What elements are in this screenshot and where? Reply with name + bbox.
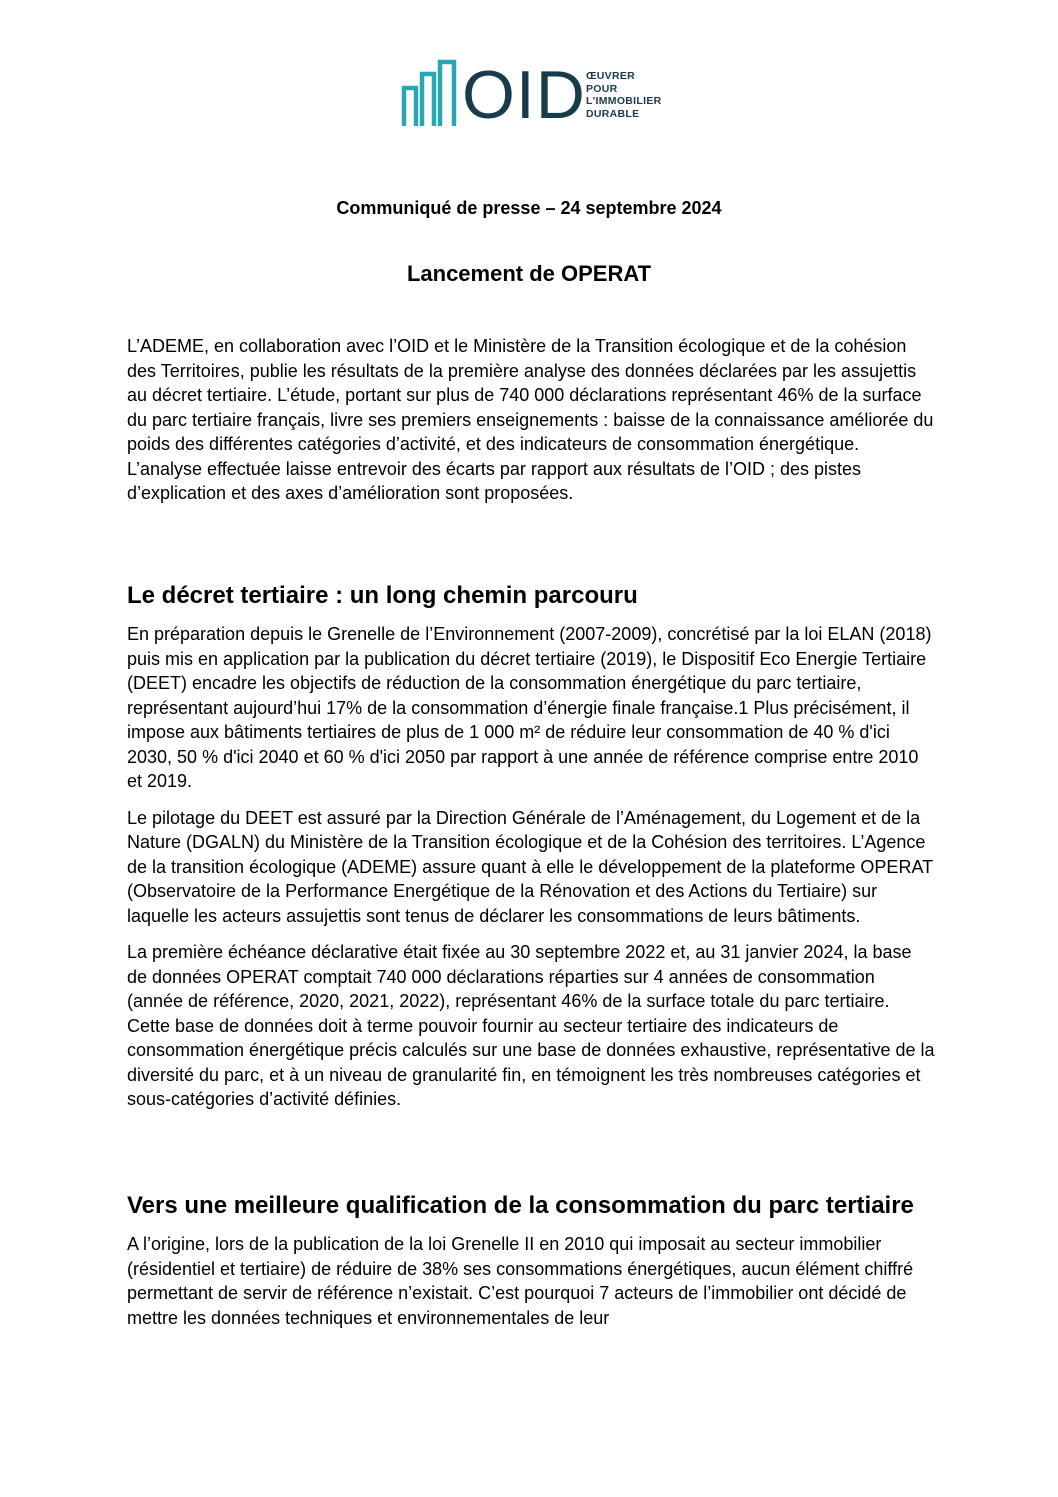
- tagline-line-4: DURABLE: [586, 107, 640, 120]
- intro-section: [127, 334, 935, 506]
- section-1-paragraph-1: En préparation depuis le Grenelle de l’Environnement (2007-2009), concrétisé par la loi ELAN (2018) puis mis en application par la publication du décret tertiaire (2019), le Dispositif Eco Energie Tertiaire (DEET) encadre les objectifs de réduction de la consommation énergétique du parc tertiaire, représentant aujourd’hui 17% de la consommation d’énergie finale française.1 Plus précisément, il impose aux bâtiments tertiaires de plus de 1 000 m² de réduire leur consommation de 40 % d'ici 2030, 50 % d'ici 2040 et 60 % d'ici 2050 par rapport à une année de référence comprise entre 2010 et 2019.: [127, 624, 932, 791]
- logo-tagline: [586, 70, 662, 120]
- document-title: Lancement de OPERAT: [406, 261, 652, 286]
- logo-wordmark: OID: [462, 57, 586, 133]
- section-2-heading: Vers une meilleure qualification de la consommation du parc tertiaire: [127, 1192, 914, 1219]
- section-qualification: [127, 1190, 935, 1330]
- section-1-paragraph-2: Le pilotage du DEET est assuré par la Direction Générale de l’Aménagement, du Logement et de la Nature (DGALN) du Ministère de la Transition écologique et de la Cohésion des territoires. L’Agence de la transition écologique (ADEME) assure quant à elle le développement de la plateforme OPERAT (Observatoire de la Performance Energétique de la Rénovation et des Actions du Tertiaire) sur laquelle les acteurs assujettis sont tenus de déclarer les consommations de leurs bâtiments.: [127, 807, 933, 926]
- section-1-paragraph-3: La première échéance déclarative était fixée au 30 septembre 2022 et, au 31 janvier 2024, la base de données OPERAT comptait 740 000 déclarations réparties sur 4 années de consommation (année de référence, 2020, 2021, 2022), représentant 46% de la surface totale du parc tertiaire. Cette base de données doit à terme pouvoir fournir au secteur tertiaire des indicateurs de consommation énergétique précis calculés sur une base de données exhaustive, représentative de la diversité du parc, et à un niveau de granularité fin, en témoignent les très nombreuses catégories et sous-catégories d’activité définies.: [127, 942, 935, 1109]
- tagline-line-3: L'IMMOBILIER: [586, 95, 662, 107]
- building-bars-icon: [400, 58, 460, 128]
- tagline-line-2: POUR: [586, 82, 618, 95]
- oid-logo: [400, 57, 680, 133]
- section-1-heading: Le décret tertiaire : un long chemin parcouru: [127, 582, 638, 609]
- section-2-paragraph-1: A l’origine, lors de la publication de la loi Grenelle II en 2010 qui imposait au secteur immobilier (résidentiel et tertiaire) de réduire de 38% ses consommations énergétiques, aucun élément chiffré permettant de servir de référence n’existait. C’est pourquoi 7 acteurs de l’immobilier ont décidé de mettre les données techniques et environnementales de leur: [127, 1234, 914, 1328]
- press-release-date: Communiqué de presse – 24 septembre 2024: [336, 198, 722, 218]
- intro-paragraph: L’ADEME, en collaboration avec l’OID et le Ministère de la Transition écologique et de la cohésion des Territoires, publie les résultats de la première analyse des données déclarées par les assujettis au décret tertiaire. L’étude, portant sur plus de 740 000 déclarations représentant 46% de la surface du parc tertiaire français, livre ses premiers enseignements : baisse de la connaissance améliorée du poids des différentes catégories d’activité, et des indicateurs de consommation énergétique. L’analyse effectuée laisse entrevoir des écarts par rapport aux résultats de l’OID ; des pistes d’explication et des axes d’amélioration sont proposées.: [127, 336, 934, 503]
- tagline-line-1: ŒUVRER: [586, 70, 636, 82]
- section-decret-tertiaire: [127, 580, 935, 1112]
